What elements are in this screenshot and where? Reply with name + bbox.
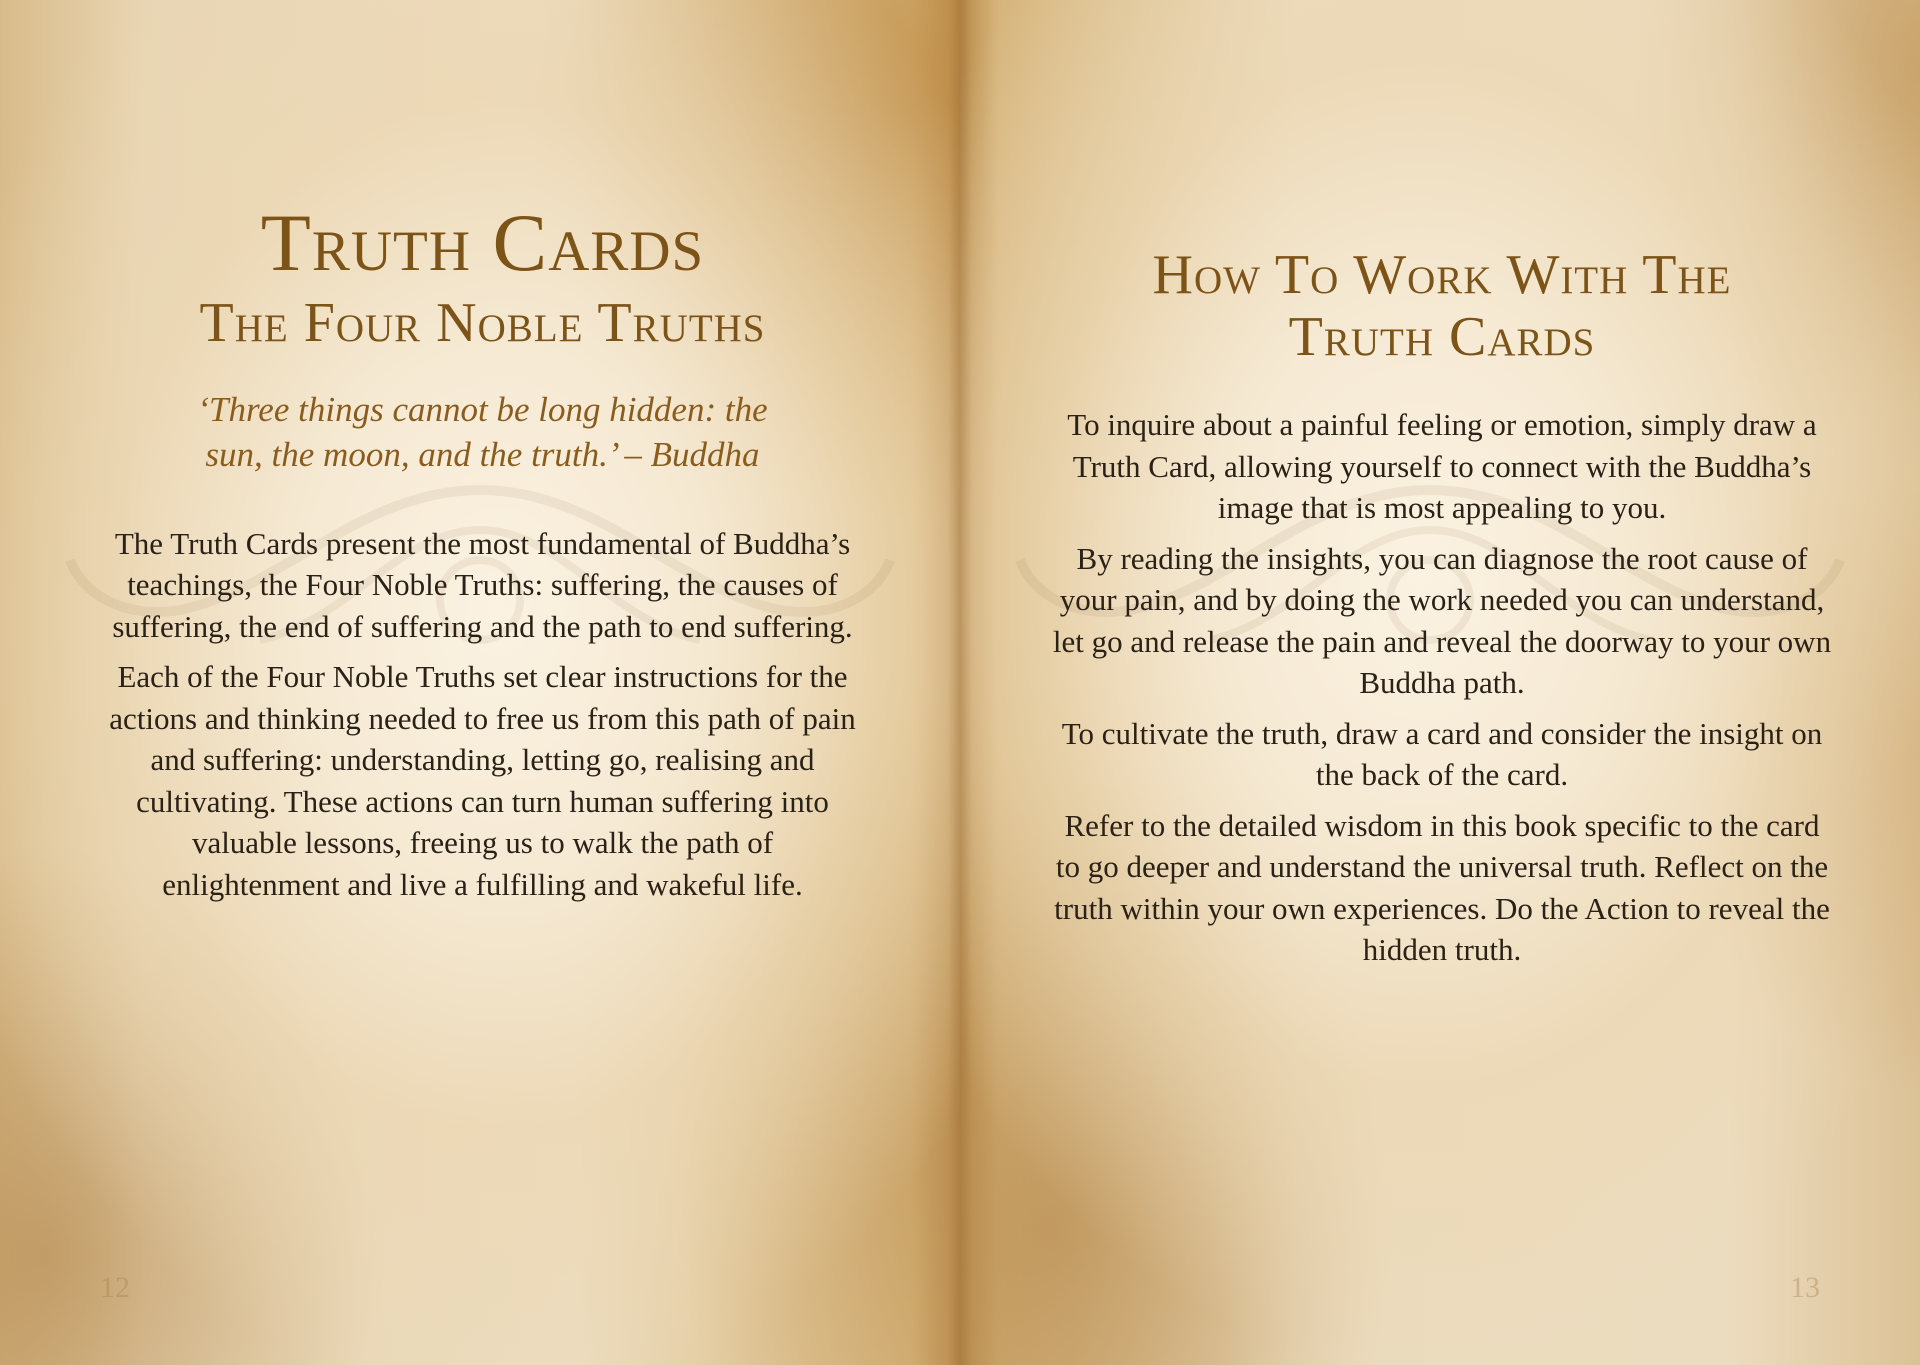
title-line: Truth Cards xyxy=(1288,305,1596,368)
page-title xyxy=(1052,245,1832,368)
buddha-quote xyxy=(183,387,783,477)
page-title: Truth Cards xyxy=(260,197,705,288)
quote-line: sun, the moon, and the truth.’ – Buddha xyxy=(205,434,760,474)
right-page xyxy=(960,0,1920,1365)
body-paragraph: To cultivate the truth, draw a card and consider the insight on the back of the card. xyxy=(1061,715,1823,793)
body-paragraph: To inquire about a painful feeling or emotion, simply draw a Truth Card, allowing yourself to connect with the Buddha’s image that is most appealing to you. xyxy=(1067,407,1817,526)
page-number-right: 13 xyxy=(1790,1271,1820,1304)
right-body xyxy=(1052,404,1832,971)
page-subtitle: The Four Noble Truths xyxy=(199,292,766,355)
body-paragraph: By reading the insights, you can diagnose the root cause of your pain, and by doing the work needed you can understand, let go and release the pain and reveal the doorway to your own Buddha path. xyxy=(1052,540,1832,701)
page-number-left: 12 xyxy=(100,1271,130,1304)
title-line: How To Work With The xyxy=(1152,244,1732,306)
right-page-content xyxy=(960,245,1920,980)
left-page-content xyxy=(0,197,960,914)
left-body xyxy=(105,523,860,906)
body-paragraph: Refer to the detailed wisdom in this book specific to the card to go deeper and understand the universal truth. Reflect on the truth within your own experiences. Do the Action to reveal the hidden truth. xyxy=(1054,807,1830,968)
body-paragraph: Each of the Four Noble Truths set clear instructions for the actions and thinking needed to free us from this path of pain and suffering: understanding, letting go, realising and cultivating. These actions can turn human suffering into valuable lessons, freeing us to walk the path of enlightenment and live a fulfilling and wakeful life. xyxy=(109,659,856,902)
quote-line: ‘Three things cannot be long hidden: the xyxy=(197,389,768,429)
body-paragraph: The Truth Cards present the most fundamental of Buddha’s teachings, the Four Noble Truths: suffering, the causes of suffering, the end of suffering and the path to end suffering. xyxy=(112,525,853,644)
